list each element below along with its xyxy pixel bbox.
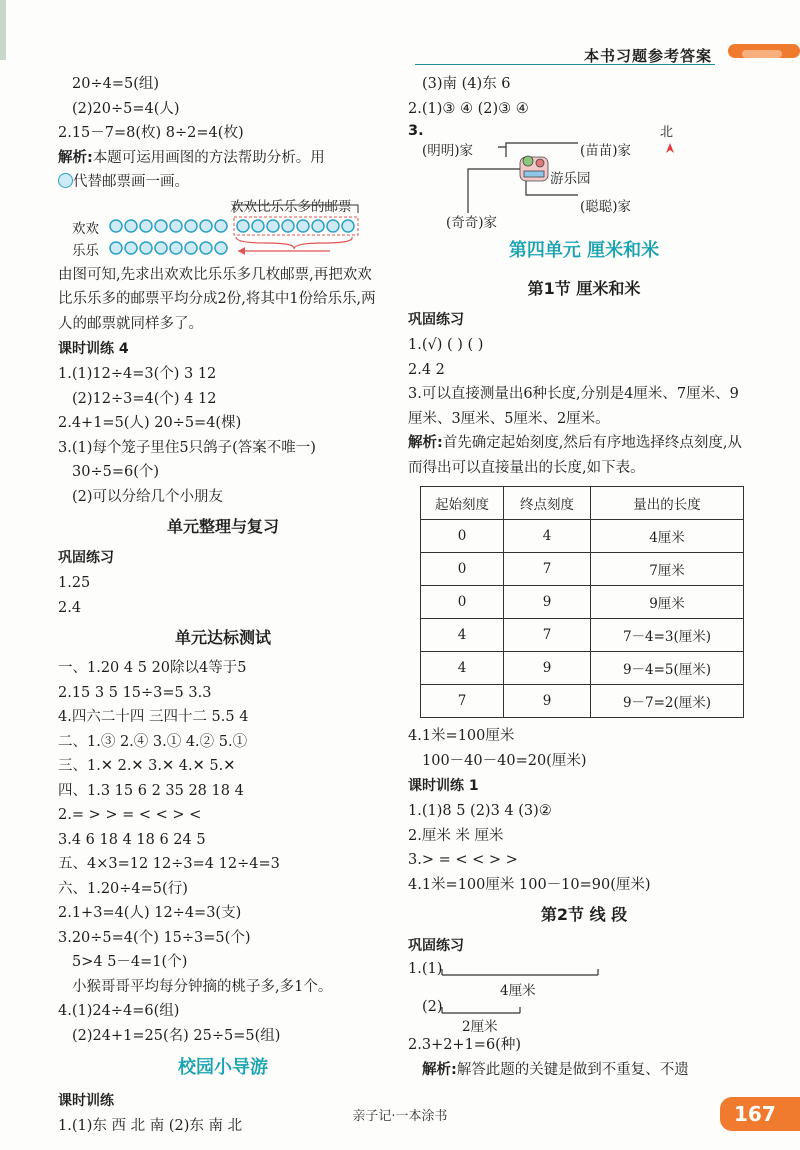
north-arrow-icon bbox=[666, 143, 674, 153]
table-cell: 9 bbox=[504, 685, 591, 718]
answer-line: 4.(1)24÷4=6(组) bbox=[58, 1003, 180, 1019]
footer-text: 亲子记·一本涂书 bbox=[352, 1109, 448, 1124]
table-row bbox=[421, 652, 744, 685]
answer-line: 1.(1)8 5 (2)3 4 (3)② bbox=[408, 803, 552, 819]
table-cell: 7 bbox=[421, 685, 504, 718]
segment-2-label: (2) bbox=[422, 999, 443, 1015]
answer-line: 四、1.3 15 6 2 35 28 18 4 bbox=[58, 782, 244, 799]
answer-line: 2.15 3 5 15÷3=5 3.3 bbox=[58, 684, 212, 701]
answer-line: 2.4 bbox=[58, 599, 82, 616]
table-cell: 4 bbox=[421, 652, 504, 685]
table-cell: 9 bbox=[504, 652, 591, 685]
answer-line: 5>4 5－4=1(个) bbox=[72, 954, 188, 970]
table-row bbox=[421, 553, 744, 586]
campus-map-diagram bbox=[408, 121, 760, 231]
unit-4-title: 第四单元 厘米和米 bbox=[508, 240, 660, 261]
answer-line: 4.1米=100厘米 bbox=[408, 728, 515, 744]
header-rule bbox=[415, 64, 715, 65]
answer-line: 六、1.20÷4=5(行) bbox=[58, 880, 188, 897]
answer-line: 1.(√) ( ) ( ) bbox=[408, 337, 484, 353]
table-cell: 0 bbox=[421, 586, 504, 619]
segment-1-label: 1.(1) bbox=[408, 961, 443, 977]
answer-line: 3.20÷5=4(个) 15÷3=5(个) bbox=[58, 929, 251, 946]
table-cell: 9－7=2(厘米) bbox=[591, 685, 744, 718]
subsection-practice: 巩固练习 bbox=[408, 938, 464, 954]
analysis-text: 本题可运用画图的方法帮助分析。用 bbox=[92, 149, 325, 166]
map-label-qiqi: (奇奇)家 bbox=[446, 215, 498, 231]
analysis-conclusion: 由图可知,先求出欢欢比乐乐多几枚邮票,再把欢欢比乐乐多的邮票平均分成2份,将其中1份给乐乐,两人的邮票就同样多了。 bbox=[58, 266, 376, 332]
answer-line: 二、1.③ 2.④ 3.① 4.② 5.① bbox=[58, 733, 248, 750]
answer-line: 2.= > > = < < > < bbox=[58, 807, 202, 823]
answer-line: 2.厘米 米 厘米 bbox=[408, 827, 504, 844]
table-header: 起始刻度 bbox=[421, 487, 504, 520]
length-table bbox=[420, 486, 744, 718]
page-edge-strip bbox=[0, 0, 6, 60]
right-column bbox=[408, 72, 760, 1082]
answer-line: (2)24+1=25(名) 25÷5=5(组) bbox=[72, 1027, 281, 1044]
table-cell: 7 bbox=[504, 619, 591, 652]
subsection-keshi: 课时训练 bbox=[58, 1093, 114, 1109]
diagram-name-lele: 乐乐 bbox=[72, 242, 99, 259]
table-cell: 9厘米 bbox=[591, 586, 744, 619]
page-number-badge: 167 bbox=[720, 1097, 800, 1131]
table-cell: 7－4=3(厘米) bbox=[591, 619, 744, 652]
lele-stamps bbox=[110, 242, 227, 254]
analysis-text: 代替邮票画一画。 bbox=[73, 174, 189, 190]
caption-bracket bbox=[234, 205, 358, 213]
answer-line: (3)南 (4)东 6 bbox=[422, 76, 511, 92]
answer-line: 2.4 2 bbox=[408, 361, 445, 378]
answer-line: 三、1.✕ 2.✕ 3.✕ 4.✕ 5.✕ bbox=[58, 758, 236, 774]
segment-1-length: 4厘米 bbox=[500, 983, 536, 999]
map-label-park: 游乐园 bbox=[550, 171, 591, 187]
left-column bbox=[58, 72, 388, 1139]
table-cell: 4 bbox=[504, 520, 591, 553]
answer-line: 2.3+2+1=6(种) bbox=[408, 1037, 521, 1053]
answer-line: 1.(1)东 西 北 南 (2)东 南 北 bbox=[58, 1118, 243, 1134]
answer-line: 4.四六二十四 三四十二 5.5 4 bbox=[58, 709, 249, 725]
answer-line: (2)可以分给几个小朋友 bbox=[72, 488, 224, 505]
answer-line: 3.(1)每个笼子里住5只鸽子(答案不唯一) bbox=[58, 439, 316, 456]
huanhuan-stamps bbox=[110, 220, 354, 232]
answer-line: 4.1米=100厘米 100－10=90(厘米) bbox=[408, 876, 651, 893]
subsection-practice: 巩固练习 bbox=[58, 550, 114, 566]
analysis-paragraph bbox=[408, 431, 753, 480]
segment-drawings bbox=[408, 959, 760, 1033]
table-row bbox=[421, 685, 744, 718]
park-illustration bbox=[520, 156, 548, 181]
table-header: 终点刻度 bbox=[504, 487, 591, 520]
map-label-mingming: (明明)家 bbox=[422, 143, 474, 159]
section-1-title: 第1节 厘米和米 bbox=[527, 279, 641, 298]
table-cell: 7厘米 bbox=[591, 553, 744, 586]
table-header-row bbox=[421, 487, 744, 520]
answer-line: 2.1+3=4(人) 12÷4=3(支) bbox=[58, 905, 242, 921]
answer-line: 20÷4=5(组) bbox=[72, 76, 160, 92]
answer-line: 1.(1)12÷4=3(个) 3 12 bbox=[58, 366, 217, 382]
header-accent-bar-light bbox=[742, 50, 782, 58]
table-cell: 4 bbox=[421, 619, 504, 652]
subsection-practice: 巩固练习 bbox=[408, 312, 464, 328]
table-cell: 0 bbox=[421, 553, 504, 586]
header-title: 本书习题参考答案 bbox=[583, 47, 712, 65]
subsection-keshi-1: 课时训练 1 bbox=[408, 778, 479, 794]
table-row bbox=[421, 619, 744, 652]
section-keshi-4: 课时训练 4 bbox=[58, 341, 129, 357]
stamp-circle-icon bbox=[58, 173, 73, 188]
map-label-miaomiao: (苗苗)家 bbox=[580, 143, 632, 159]
diagram-name-huanhuan: 欢欢 bbox=[72, 220, 99, 237]
answer-paragraph: 3.可以直接测量出6种长度,分别是4厘米、7厘米、9厘米、3厘米、5厘米、2厘米。 bbox=[408, 386, 739, 427]
answer-line: 小猴哥哥平均每分钟摘的桃子多,多1个。 bbox=[72, 978, 333, 995]
table-row bbox=[421, 586, 744, 619]
segment-2-length: 2厘米 bbox=[462, 1019, 498, 1035]
answer-line: 一、1.20 4 5 20除以4等于5 bbox=[58, 660, 247, 676]
answer-line: (2)20÷5=4(人) bbox=[72, 100, 180, 117]
answer-line: 2.15－7=8(枚) 8÷2=4(枚) bbox=[58, 125, 244, 141]
answer-line: (2)12÷3=4(个) 4 12 bbox=[72, 390, 217, 407]
analysis-text: 解答此题的关键是做到不重复、不遗 bbox=[456, 1061, 689, 1078]
table-header: 量出的长度 bbox=[591, 487, 744, 520]
answer-line: 3.> = < < > > bbox=[408, 852, 518, 868]
analysis-label: 解析: bbox=[422, 1061, 457, 1078]
answer-line: 1.25 bbox=[58, 575, 91, 591]
table-cell: 0 bbox=[421, 520, 504, 553]
analysis-label: 解析: bbox=[58, 149, 93, 166]
extra-brace bbox=[236, 237, 352, 249]
section-unit-review: 单元整理与复习 bbox=[166, 517, 279, 536]
table-cell: 9 bbox=[504, 586, 591, 619]
stamp-diagram bbox=[58, 195, 388, 263]
segment-lines bbox=[408, 959, 708, 1033]
analysis-text: 首先确定起始刻度,然后有序地选择终点刻度,从而得出可以直接量出的长度,如下表。 bbox=[408, 435, 743, 476]
answer-line: 五、4×3=12 12÷3=4 12÷4=3 bbox=[58, 856, 280, 872]
answer-line: 2.4+1=5(人) 20÷5=4(棵) bbox=[58, 415, 242, 431]
section-2-title: 第2节 线 段 bbox=[540, 905, 628, 924]
map-roads bbox=[408, 121, 708, 231]
answer-line: 30÷5=6(个) bbox=[72, 464, 160, 480]
diagram-caption: 欢欢比乐乐多的邮票 bbox=[230, 198, 352, 215]
table-cell: 9－4=5(厘米) bbox=[591, 652, 744, 685]
stamp-circles-figure bbox=[58, 195, 388, 263]
answer-line: 3.4 6 18 4 18 6 24 5 bbox=[58, 831, 206, 848]
table-cell: 7 bbox=[504, 553, 591, 586]
section-campus-guide: 校园小导游 bbox=[178, 1057, 268, 1078]
section-unit-test: 单元达标测试 bbox=[174, 628, 271, 647]
analysis-label: 解析: bbox=[408, 435, 443, 451]
map-label-congcong: (聪聪)家 bbox=[580, 199, 632, 215]
map-question-number: 3. bbox=[408, 123, 424, 139]
table-row bbox=[421, 520, 744, 553]
answer-line: 100－40－40=20(厘米) bbox=[422, 752, 587, 769]
map-north-label: 北 bbox=[660, 125, 674, 140]
table-cell: 4厘米 bbox=[591, 520, 744, 553]
answer-line: 2.(1)③ ④ (2)③ ④ bbox=[408, 100, 529, 117]
